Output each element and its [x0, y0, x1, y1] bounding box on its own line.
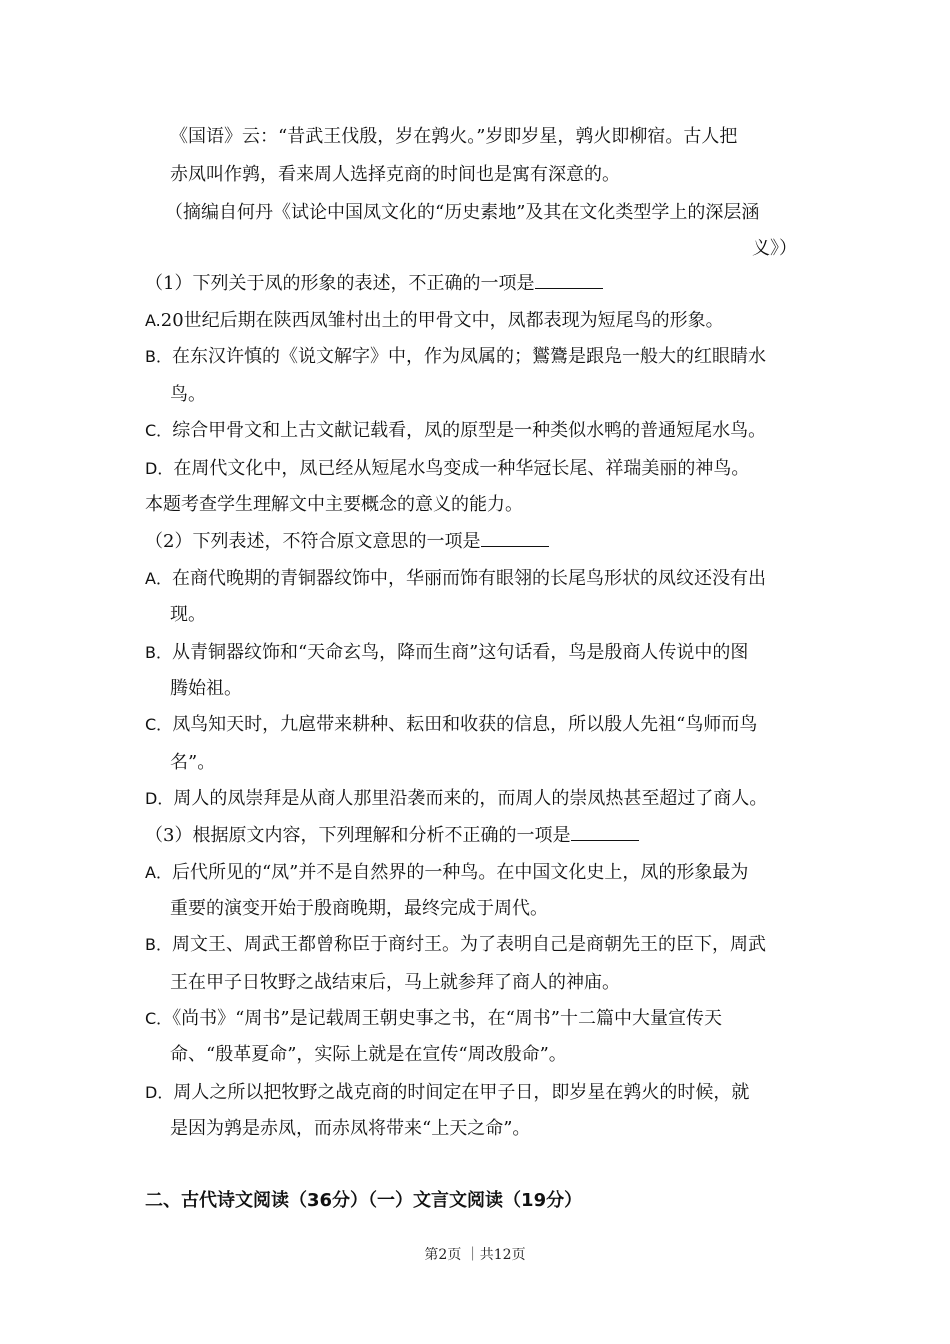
question-1-option-d	[145, 458, 749, 480]
question-3-option-b	[145, 934, 766, 956]
question-2-option-a	[145, 568, 766, 590]
passage-line: 《国语》云：“昔武王伐殷，岁在鹑火。”岁即岁星，鹑火即柳宿。古人把	[170, 126, 738, 147]
question-3-stem	[145, 824, 639, 847]
option-label: A．	[145, 569, 172, 588]
option-text: 后代所见的“凤”并不是自然界的一种鸟。在中国文化史上，凤的形象最为	[171, 862, 749, 883]
option-label: C．	[145, 715, 173, 734]
question-3-text: （3）根据原文内容，下列理解和分析不正确的一项是	[145, 825, 571, 846]
option-continuation: 命、“殷革夏命”，实际上就是在宣传“周改殷命”。	[170, 1044, 567, 1065]
option-label: B．	[145, 347, 172, 366]
question-2-option-d	[145, 788, 767, 810]
option-text: 20世纪后期在陕西凤雏村出土的甲骨文中，凤都表现为短尾鸟的形象。	[160, 310, 724, 331]
answer-blank[interactable]	[481, 530, 549, 547]
question-3-option-c	[145, 1008, 722, 1030]
option-continuation: 名”。	[170, 752, 216, 773]
option-continuation: 现。	[170, 604, 206, 625]
answer-blank[interactable]	[535, 272, 603, 289]
passage-source-end: 义》）	[752, 238, 797, 259]
question-1-text: （1）下列关于凤的形象的表述，不正确的一项是	[145, 273, 535, 294]
option-continuation: 是因为鹑是赤凤，而赤凤将带来“上天之命”。	[170, 1118, 531, 1139]
option-text: 综合甲骨文和上古文献记载看，凤的原型是一种类似水鸭的普通短尾水鸟。	[172, 420, 767, 441]
option-label: A．	[145, 863, 172, 882]
option-label: B．	[145, 935, 172, 954]
question-1-note: 本题考查学生理解文中主要概念的意义的能力。	[145, 494, 523, 515]
option-text: 《尚书》“周书”是记载周王朝史事之书，在“周书”十二篇中大量宣传天	[172, 1008, 722, 1029]
option-text: 凤鸟知天时，九扈带来耕种、耘田和收获的信息，所以殷人先祖“鸟师而鸟	[172, 714, 758, 735]
option-text: 在周代文化中，凤已经从短尾水鸟变成一种华冠长尾、祥瑞美丽的神鸟。	[173, 458, 750, 479]
option-label: C．	[145, 421, 173, 440]
question-2-option-b	[145, 642, 748, 664]
option-continuation: 重要的演变开始于殷商晚期，最终完成于周代。	[170, 898, 548, 919]
passage-line: 赤凤叫作鹑，看来周人选择克商的时间也是寓有深意的。	[170, 164, 620, 185]
question-1-option-c	[145, 420, 766, 442]
question-2-option-c	[145, 714, 757, 736]
answer-blank[interactable]	[571, 824, 639, 841]
option-label: B．	[145, 643, 172, 662]
question-1-option-a	[145, 310, 724, 332]
option-text: 周人的凤崇拜是从商人那里沿袭而来的，而周人的崇凤热甚至超过了商人。	[173, 788, 768, 809]
section-heading: 二、古代诗文阅读（36分）（一）文言文阅读（19分）	[145, 1190, 583, 1211]
option-text: 在东汉许慎的《说文解字》中，作为凤属的；鸑鷟是跟凫一般大的红眼睛水	[171, 346, 766, 367]
option-label: C．	[145, 1009, 173, 1028]
option-label: D．	[145, 459, 174, 478]
question-3-option-a	[145, 862, 748, 884]
option-label: D．	[145, 1083, 174, 1102]
passage-source: （摘编自何丹《试论中国凤文化的“历史素地”及其在文化类型学上的深层涵	[165, 202, 760, 223]
question-2-stem	[145, 530, 549, 553]
question-2-text: （2）下列表述，不符合原文意思的一项是	[145, 531, 481, 552]
option-continuation: 腾始祖。	[170, 678, 242, 699]
option-continuation: 王在甲子日牧野之战结束后，马上就参拜了商人的神庙。	[170, 972, 620, 993]
question-1-option-b	[145, 346, 766, 368]
option-label: A.	[145, 311, 161, 330]
option-text: 周人之所以把牧野之战克商的时间定在甲子日，即岁星在鹑火的时候，就	[173, 1082, 750, 1103]
question-1-stem	[145, 272, 603, 295]
option-text: 周文王、周武王都曾称臣于商纣王。为了表明自己是商朝先王的臣下，周武	[171, 934, 766, 955]
option-label: D．	[145, 789, 174, 808]
question-3-option-d	[145, 1082, 749, 1104]
option-continuation: 鸟。	[170, 384, 206, 405]
page-footer: 第2页 ｜共12页	[424, 1247, 526, 1263]
option-text: 从青铜器纹饰和“天命玄鸟，降而生商”这句话看，鸟是殷商人传说中的图	[171, 642, 749, 663]
option-text: 在商代晚期的青铜器纹饰中，华丽而饰有眼翎的长尾鸟形状的凤纹还没有出	[171, 568, 766, 589]
